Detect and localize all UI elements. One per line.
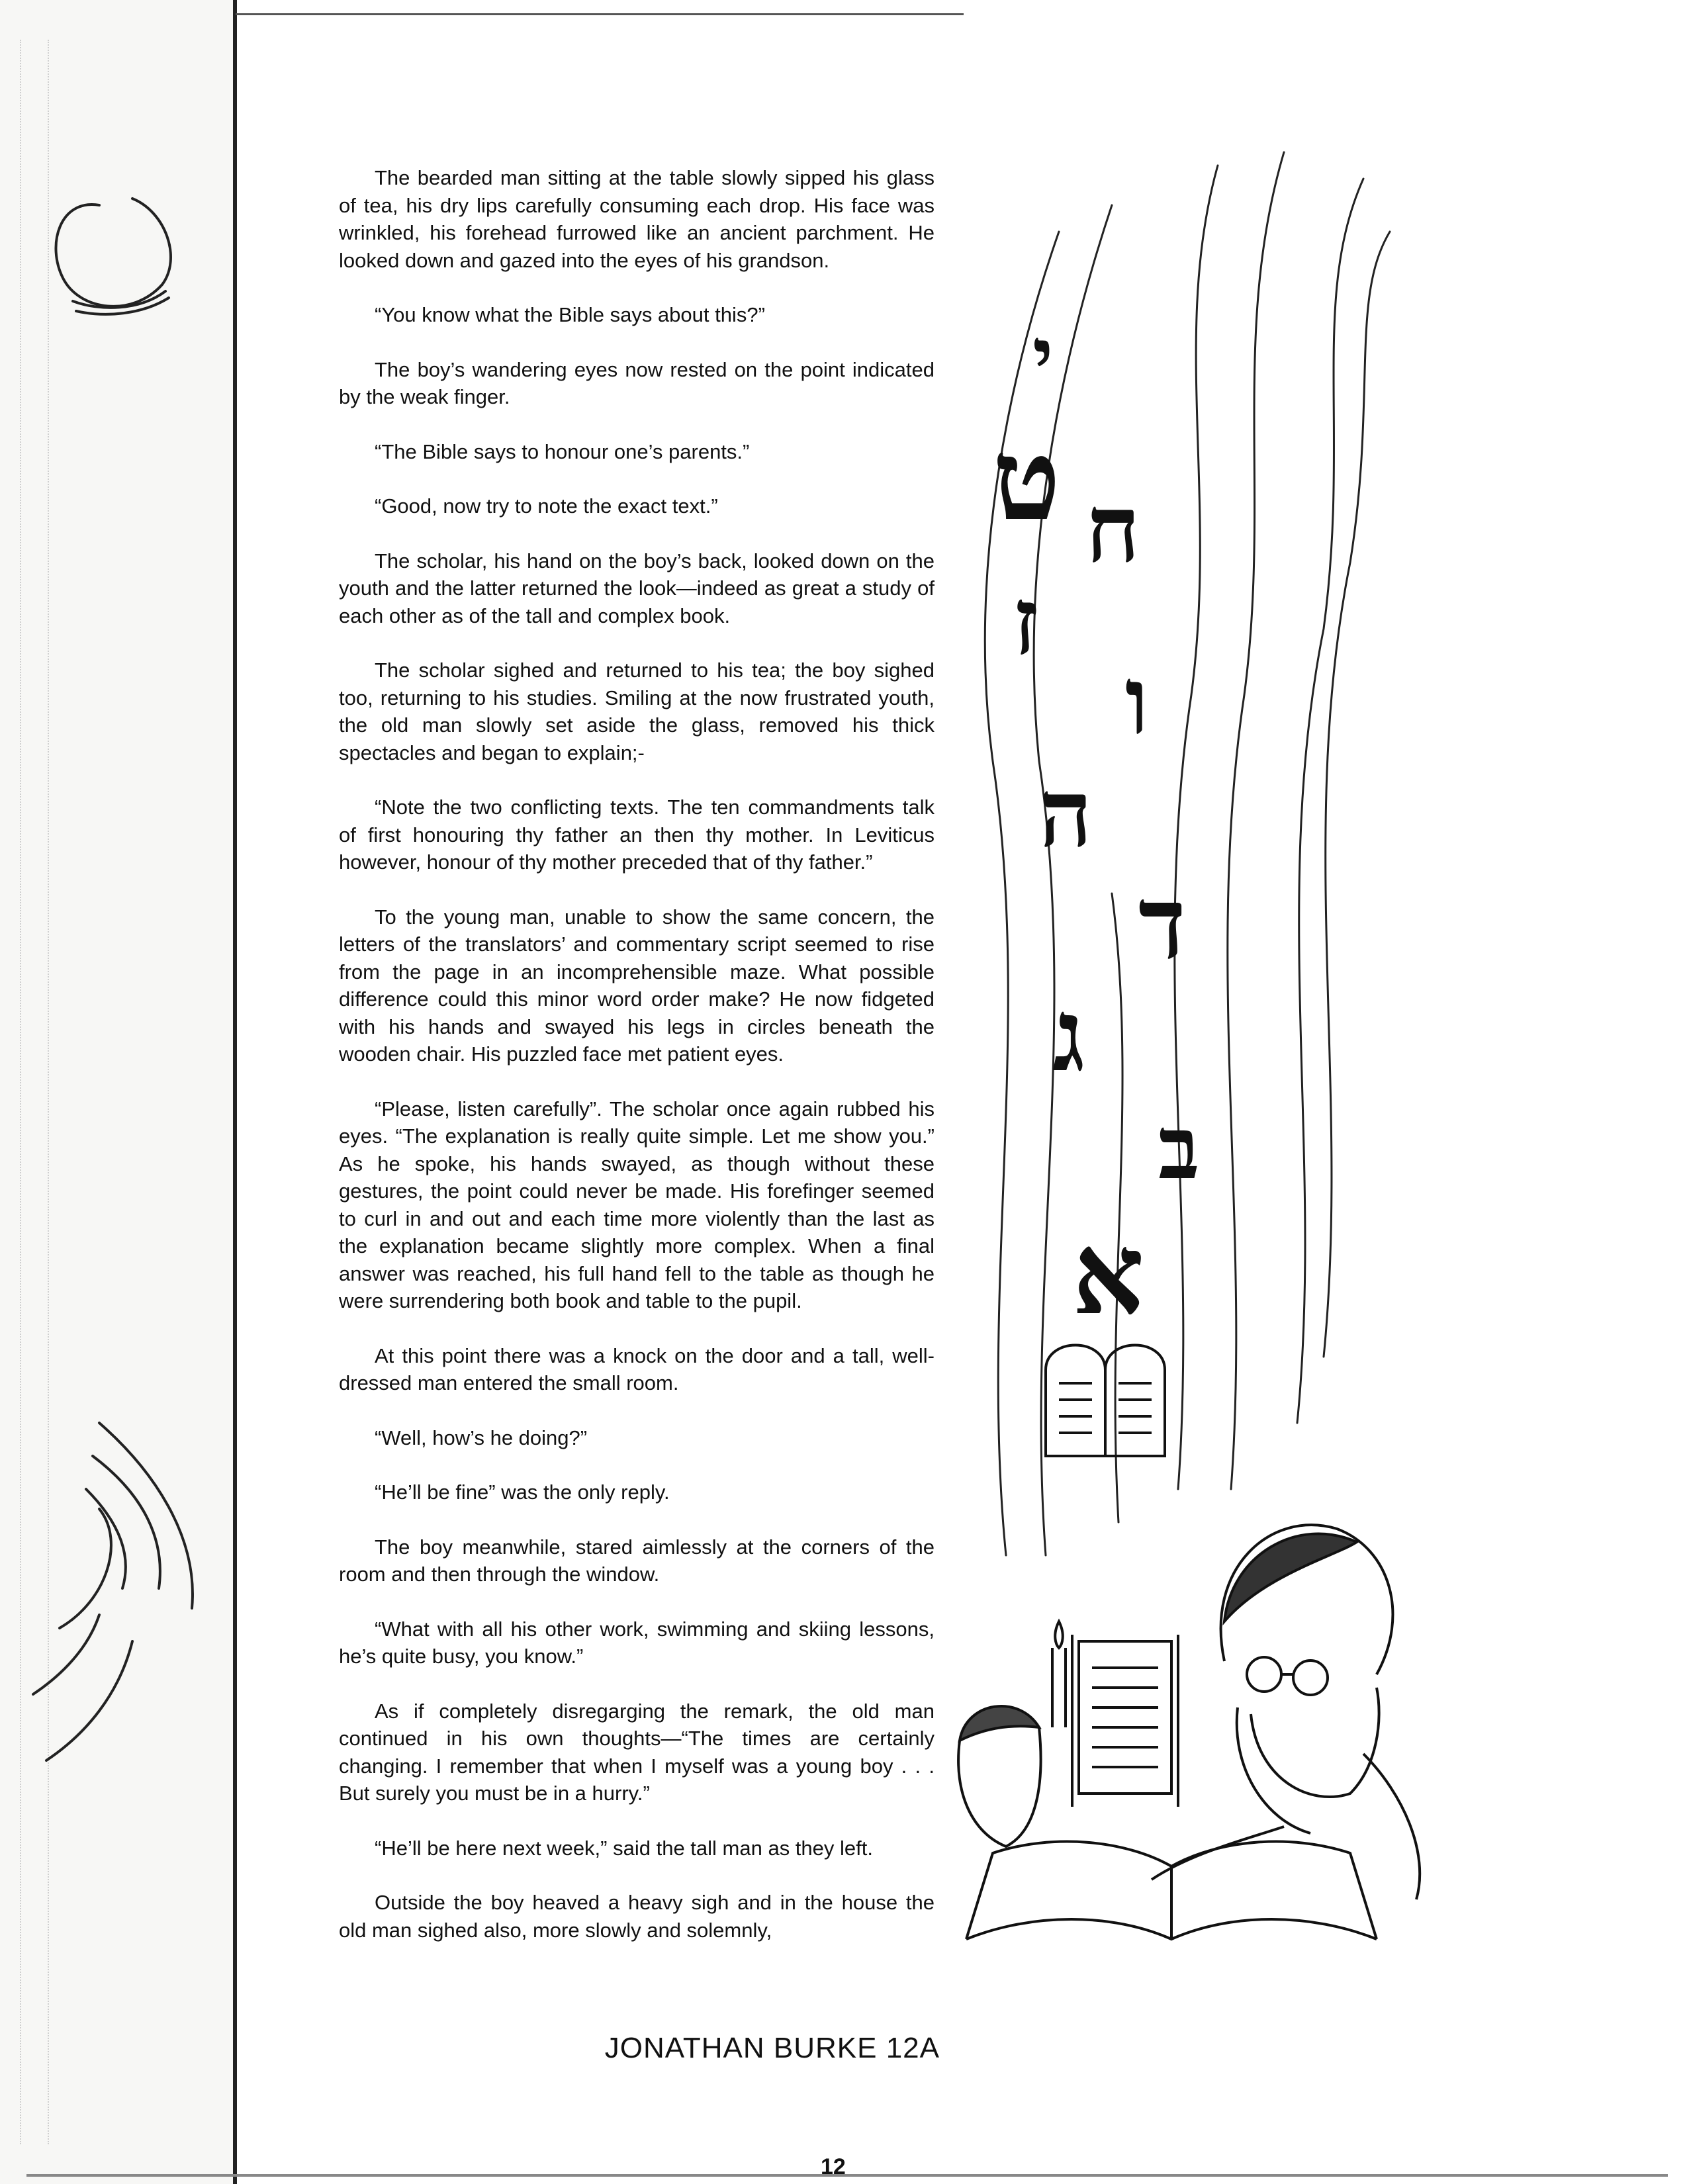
candle-icon (1052, 1621, 1066, 1727)
bottom-rule (26, 2174, 1668, 2177)
story-paragraph: The bearded man sitting at the table slowly sipped his glass of tea, his dry lips carefully consuming each drop. His face was wrinkled, his forehead furrowed like an ancient parchment. He looked down and gazed into the eyes of his grandson. (339, 166, 935, 272)
story-paragraph: At this point there was a knock on the door and a tall, well-dressed man entered the small room. (339, 1343, 935, 1394)
story-text (339, 164, 935, 1971)
hebrew-letter-alef: א (1072, 1208, 1145, 1340)
story-paragraph: “He’ll be fine” was the only reply. (375, 1480, 670, 1504)
author-byline: JONATHAN BURKE 12A (604, 2032, 940, 2064)
hebrew-letter-zayin: ז (1013, 568, 1039, 676)
hebrew-letter-vav: ו (1125, 647, 1149, 756)
top-rule (236, 13, 964, 15)
hebrew-letter-yod: י (1032, 310, 1054, 404)
story-paragraph: To the young man, unable to show the same concern, the letters of the translators’ and commentary script seemed to rise from the page in an incomprehensible maze. What possible difference could this minor word order make? He now fidgeted with his hands and swayed his legs in circles beneath the wooden chair. His puzzled face met patient eyes. (339, 905, 935, 1066)
story-paragraph: The boy meanwhile, stared aimlessly at the corners of the room and then through the window. (339, 1535, 935, 1586)
story-paragraph: “You know what the Bible says about this?” (375, 303, 765, 326)
tablets-of-law-icon (1046, 1345, 1165, 1457)
margin-doodles (0, 0, 233, 2184)
circle-doodle-icon (56, 199, 170, 306)
hebrew-letter-tet: ט (993, 414, 1061, 546)
story-paragraph: “He’ll be here next week,” said the tall man as they left. (375, 1836, 873, 1860)
story-paragraph: Outside the boy heaved a heavy sigh and in the house the old man sighed also, more slowly and solemnly, (339, 1891, 935, 1942)
hebrew-letter-he: ה (1039, 760, 1093, 868)
hebrew-letter-bet: ב (1158, 1097, 1200, 1199)
story-paragraph: As if completely disregarging the remark, the old man continued in his own thoughts—“The times are certainly changing. I remember that when I myself was a young boy . . . But surely you must be in a hurry.” (339, 1699, 935, 1805)
story-paragraph: The boy’s wandering eyes now rested on the point indicated by the weak finger. (339, 357, 935, 408)
story-paragraph: The scholar, his hand on the boy’s back, looked down on the youth and the latter returned the look—indeed as great a study of each other as of the tall and complex book. (339, 549, 935, 627)
binding-strip (0, 0, 237, 2184)
hebrew-letter-gimel: ג (1052, 978, 1085, 1094)
open-book-icon (966, 1827, 1377, 1939)
story-paragraph: “Please, listen carefully”. The scholar once again rubbed his eyes. “The explanation is really quite simple. Let me show you.” As he spoke, his hands swayed, as though without these gestures, the point could never be made. His forefinger seemed to curl in and out and each time more violently than the last as the explanation became slightly more complex. When a final answer was reached, his full hand fell to the table as though he were surrendering both book and table to the pupil. (339, 1097, 935, 1312)
torah-scroll-icon (1072, 1635, 1178, 1807)
hebrew-letter-het: ח (1085, 475, 1140, 584)
story-paragraph: “Well, how’s he doing?” (375, 1426, 588, 1449)
story-paragraph: “The Bible says to honour one’s parents.” (375, 439, 750, 463)
hebrew-letter-dalet: ד (1138, 865, 1187, 981)
illustration (953, 99, 1655, 2019)
boy-figure-icon (958, 1706, 1040, 1846)
page-number: 12 (821, 2154, 846, 2179)
story-paragraph: “Good, now try to note the exact text.” (375, 494, 718, 518)
story-paragraph: “What with all his other work, swimming and skiing lessons, he’s quite busy, you know.” (339, 1617, 935, 1668)
story-paragraph: “Note the two conflicting texts. The ten commandments talk of first honouring thy father an then thy mother. In Leviticus however, honour of thy mother preceded that of thy father.” (339, 796, 935, 874)
story-paragraph: The scholar sighed and returned to his tea; the boy sighed too, returning to his studies. Smiling at the now frustrated youth, the old man slowly set aside the glass, removed his thick spectacles and began to explain;- (339, 659, 935, 764)
